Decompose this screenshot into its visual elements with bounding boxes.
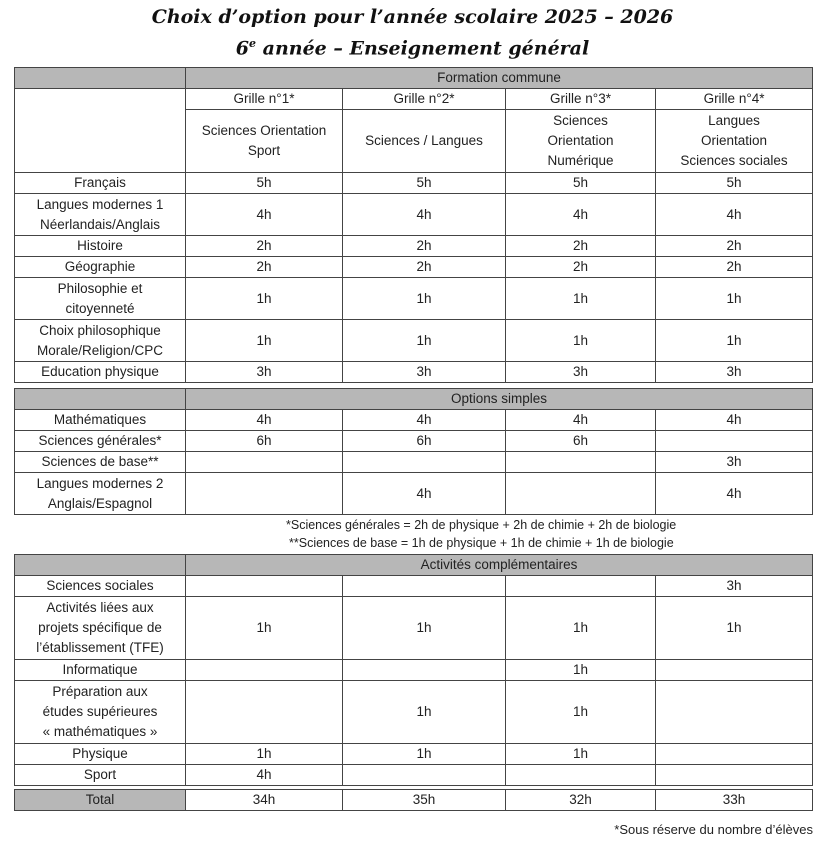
cell-line: Morale/Religion/CPC xyxy=(36,342,164,358)
hours-cell-grille-1 xyxy=(186,452,343,473)
hours-cell-grille-3 xyxy=(506,473,656,515)
cell-line: Sciences / Langues xyxy=(365,133,483,148)
hours-cell-grille-4 xyxy=(656,765,813,786)
row-label xyxy=(15,173,186,194)
row-label xyxy=(15,278,186,320)
hours-cell-grille-2: 4h xyxy=(343,410,506,431)
hours-cell-grille-1: 6h xyxy=(186,431,343,452)
hours-cell-grille-3: 1h xyxy=(506,660,656,681)
hours-cell-grille-2: 1h xyxy=(343,681,506,744)
row-label xyxy=(15,236,186,257)
section-header-row xyxy=(15,555,813,576)
hours-cell-grille-3: 5h xyxy=(506,173,656,194)
hours-cell-grille-4 xyxy=(656,681,813,744)
hours-cell-grille-1 xyxy=(186,681,343,744)
row-label xyxy=(15,660,186,681)
total-label: Total xyxy=(15,790,186,811)
table-row xyxy=(15,681,813,744)
cell-line: Numérique xyxy=(547,153,614,168)
hours-cell-grille-3: 2h xyxy=(506,236,656,257)
row-label xyxy=(15,576,186,597)
hours-cell-grille-3 xyxy=(506,452,656,473)
hours-cell-grille-4 xyxy=(656,744,813,765)
section-header-row xyxy=(15,389,813,410)
row-label xyxy=(15,194,186,236)
hours-cell-grille-2 xyxy=(343,765,506,786)
hours-cell-grille-1 xyxy=(186,576,343,597)
table-row xyxy=(15,473,813,515)
cell-line: Choix philosophique xyxy=(39,322,161,338)
hours-cell-grille-2: 1h xyxy=(343,597,506,660)
hours-cell-grille-4: 3h xyxy=(656,362,813,383)
hours-cell-grille-3: 1h xyxy=(506,278,656,320)
note-sciences-generales: *Sciences générales = 2h de physique + 2h de chimie + 2h de biologie xyxy=(286,518,677,532)
cell-line: l’établissement (TFE) xyxy=(36,640,164,655)
table-row xyxy=(15,173,813,194)
page-subtitle: 6e année – Enseignement général xyxy=(235,37,590,60)
cell-line: Sport xyxy=(247,143,281,158)
section-title: Activités complémentaires xyxy=(186,555,813,576)
grille-desc-2 xyxy=(343,110,506,173)
cell-line: Sciences générales* xyxy=(38,433,162,448)
hours-cell-grille-3: 1h xyxy=(506,681,656,744)
hours-cell-grille-4: 1h xyxy=(656,278,813,320)
row-label xyxy=(15,473,186,515)
hours-cell-grille-2: 1h xyxy=(343,744,506,765)
grille-name-3: Grille n°3* xyxy=(506,89,656,110)
hours-cell-grille-4: 1h xyxy=(656,597,813,660)
table-row xyxy=(15,278,813,320)
hours-cell-grille-2: 3h xyxy=(343,362,506,383)
hours-cell-grille-2: 6h xyxy=(343,431,506,452)
section-corner xyxy=(15,68,186,89)
table-row xyxy=(15,576,813,597)
hours-cell-grille-1: 1h xyxy=(186,744,343,765)
hours-cell-grille-2: 1h xyxy=(343,278,506,320)
cell-line: Philosophie et xyxy=(57,280,143,296)
hours-cell-grille-2 xyxy=(343,576,506,597)
hours-cell-grille-4: 4h xyxy=(656,410,813,431)
grille-desc-3 xyxy=(506,110,656,173)
cell-line: Anglais/Espagnol xyxy=(47,495,153,511)
hours-cell-grille-1 xyxy=(186,660,343,681)
hours-cell-grille-1 xyxy=(186,473,343,515)
cell-line: Informatique xyxy=(62,662,138,677)
hours-cell-grille-2: 2h xyxy=(343,236,506,257)
hours-cell-grille-2: 2h xyxy=(343,257,506,278)
hours-cell-grille-2: 5h xyxy=(343,173,506,194)
hours-cell-grille-1: 4h xyxy=(186,194,343,236)
hours-cell-grille-4 xyxy=(656,431,813,452)
table-row xyxy=(15,431,813,452)
cell-line: Langues modernes 2 xyxy=(36,475,164,491)
cell-line: Sciences de base** xyxy=(41,454,159,469)
grille-name-2: Grille n°2* xyxy=(343,89,506,110)
total-grille-3: 32h xyxy=(506,790,656,811)
hours-cell-grille-3: 1h xyxy=(506,744,656,765)
hours-cell-grille-3: 6h xyxy=(506,431,656,452)
hours-cell-grille-4: 1h xyxy=(656,320,813,362)
table-row xyxy=(15,660,813,681)
hours-cell-grille-4: 3h xyxy=(656,576,813,597)
table-row xyxy=(15,744,813,765)
activites-table xyxy=(14,554,813,786)
total-table xyxy=(14,789,813,811)
hours-cell-grille-1: 1h xyxy=(186,320,343,362)
cell-line: Education physique xyxy=(41,364,159,379)
cell-line: Sciences xyxy=(553,113,608,128)
grille-desc-4 xyxy=(656,110,813,173)
cell-line: Néerlandais/Anglais xyxy=(39,216,161,232)
hours-cell-grille-4: 2h xyxy=(656,257,813,278)
hours-cell-grille-1: 1h xyxy=(186,278,343,320)
hours-cell-grille-2 xyxy=(343,660,506,681)
footer-note: *Sous réserve du nombre d’élèves xyxy=(614,822,813,837)
cell-line: Sport xyxy=(83,767,117,782)
grille-desc-1 xyxy=(186,110,343,173)
hours-cell-grille-1: 3h xyxy=(186,362,343,383)
hours-cell-grille-3: 4h xyxy=(506,194,656,236)
cell-line: Préparation aux xyxy=(52,684,148,699)
cell-line: Sciences sociales xyxy=(46,578,154,593)
row-label xyxy=(15,362,186,383)
cell-line: Langues modernes 1 xyxy=(36,196,164,212)
cell-line: études supérieures xyxy=(42,704,158,719)
grille-names-row xyxy=(15,89,813,110)
hours-cell-grille-4 xyxy=(656,660,813,681)
hours-cell-grille-2: 4h xyxy=(343,473,506,515)
note-sciences-de-base: **Sciences de base = 1h de physique + 1h de chimie + 1h de biologie xyxy=(289,536,674,550)
cell-line: Physique xyxy=(72,746,128,761)
cell-line: Sciences Orientation xyxy=(201,123,327,138)
cell-line: citoyenneté xyxy=(65,300,135,316)
cell-line: Orientation xyxy=(547,133,614,148)
hours-cell-grille-1: 2h xyxy=(186,236,343,257)
table-row xyxy=(15,765,813,786)
hours-cell-grille-3: 2h xyxy=(506,257,656,278)
table-row xyxy=(15,362,813,383)
hours-cell-grille-3 xyxy=(506,576,656,597)
hours-cell-grille-3: 4h xyxy=(506,410,656,431)
options-simples-table xyxy=(14,388,813,515)
table-row xyxy=(15,257,813,278)
cell-line: Mathématiques xyxy=(53,412,147,427)
hours-cell-grille-3: 1h xyxy=(506,597,656,660)
hours-cell-grille-4: 3h xyxy=(656,452,813,473)
table-row xyxy=(15,194,813,236)
table-row xyxy=(15,320,813,362)
page-title: Choix d’option pour l’année scolaire 2025 – 2026 xyxy=(151,6,674,28)
cell-line: Langues xyxy=(708,113,760,128)
hours-cell-grille-4: 4h xyxy=(656,473,813,515)
cell-line: Géographie xyxy=(64,259,136,274)
table-row xyxy=(15,410,813,431)
row-label xyxy=(15,681,186,744)
cell-line: « mathématiques » xyxy=(42,724,158,739)
table-row xyxy=(15,597,813,660)
hours-cell-grille-1: 5h xyxy=(186,173,343,194)
hours-cell-grille-3 xyxy=(506,765,656,786)
grille-name-1: Grille n°1* xyxy=(186,89,343,110)
section-title: Options simples xyxy=(186,389,813,410)
cell-line: Sciences sociales xyxy=(680,153,788,168)
section-header-row xyxy=(15,68,813,89)
hours-cell-grille-1: 1h xyxy=(186,597,343,660)
total-row xyxy=(15,790,813,811)
cell-line: Orientation xyxy=(701,133,768,148)
total-grille-2: 35h xyxy=(343,790,506,811)
formation-commune-table xyxy=(14,67,813,383)
hours-cell-grille-1: 4h xyxy=(186,765,343,786)
hours-cell-grille-4: 5h xyxy=(656,173,813,194)
row-label xyxy=(15,597,186,660)
cell-line: Histoire xyxy=(77,238,123,253)
hours-cell-grille-3: 1h xyxy=(506,320,656,362)
table-row xyxy=(15,236,813,257)
hours-cell-grille-2: 4h xyxy=(343,194,506,236)
total-grille-1: 34h xyxy=(186,790,343,811)
row-label xyxy=(15,431,186,452)
row-label xyxy=(15,257,186,278)
row-label xyxy=(15,765,186,786)
hours-cell-grille-3: 3h xyxy=(506,362,656,383)
section-title: Formation commune xyxy=(186,68,813,89)
hours-cell-grille-1: 4h xyxy=(186,410,343,431)
grille-name-4: Grille n°4* xyxy=(656,89,813,110)
hours-cell-grille-2 xyxy=(343,452,506,473)
row-label xyxy=(15,320,186,362)
hours-cell-grille-4: 4h xyxy=(656,194,813,236)
hours-cell-grille-1: 2h xyxy=(186,257,343,278)
total-grille-4: 33h xyxy=(656,790,813,811)
section-corner xyxy=(15,555,186,576)
cell-line: Français xyxy=(74,175,126,190)
hours-cell-grille-2: 1h xyxy=(343,320,506,362)
row-label-blank xyxy=(15,89,186,173)
hours-cell-grille-4: 2h xyxy=(656,236,813,257)
cell-line: Activités liées aux xyxy=(46,600,154,615)
row-label xyxy=(15,744,186,765)
row-label xyxy=(15,410,186,431)
row-label xyxy=(15,452,186,473)
cell-line: projets spécifique de xyxy=(38,620,162,635)
section-corner xyxy=(15,389,186,410)
table-row xyxy=(15,452,813,473)
